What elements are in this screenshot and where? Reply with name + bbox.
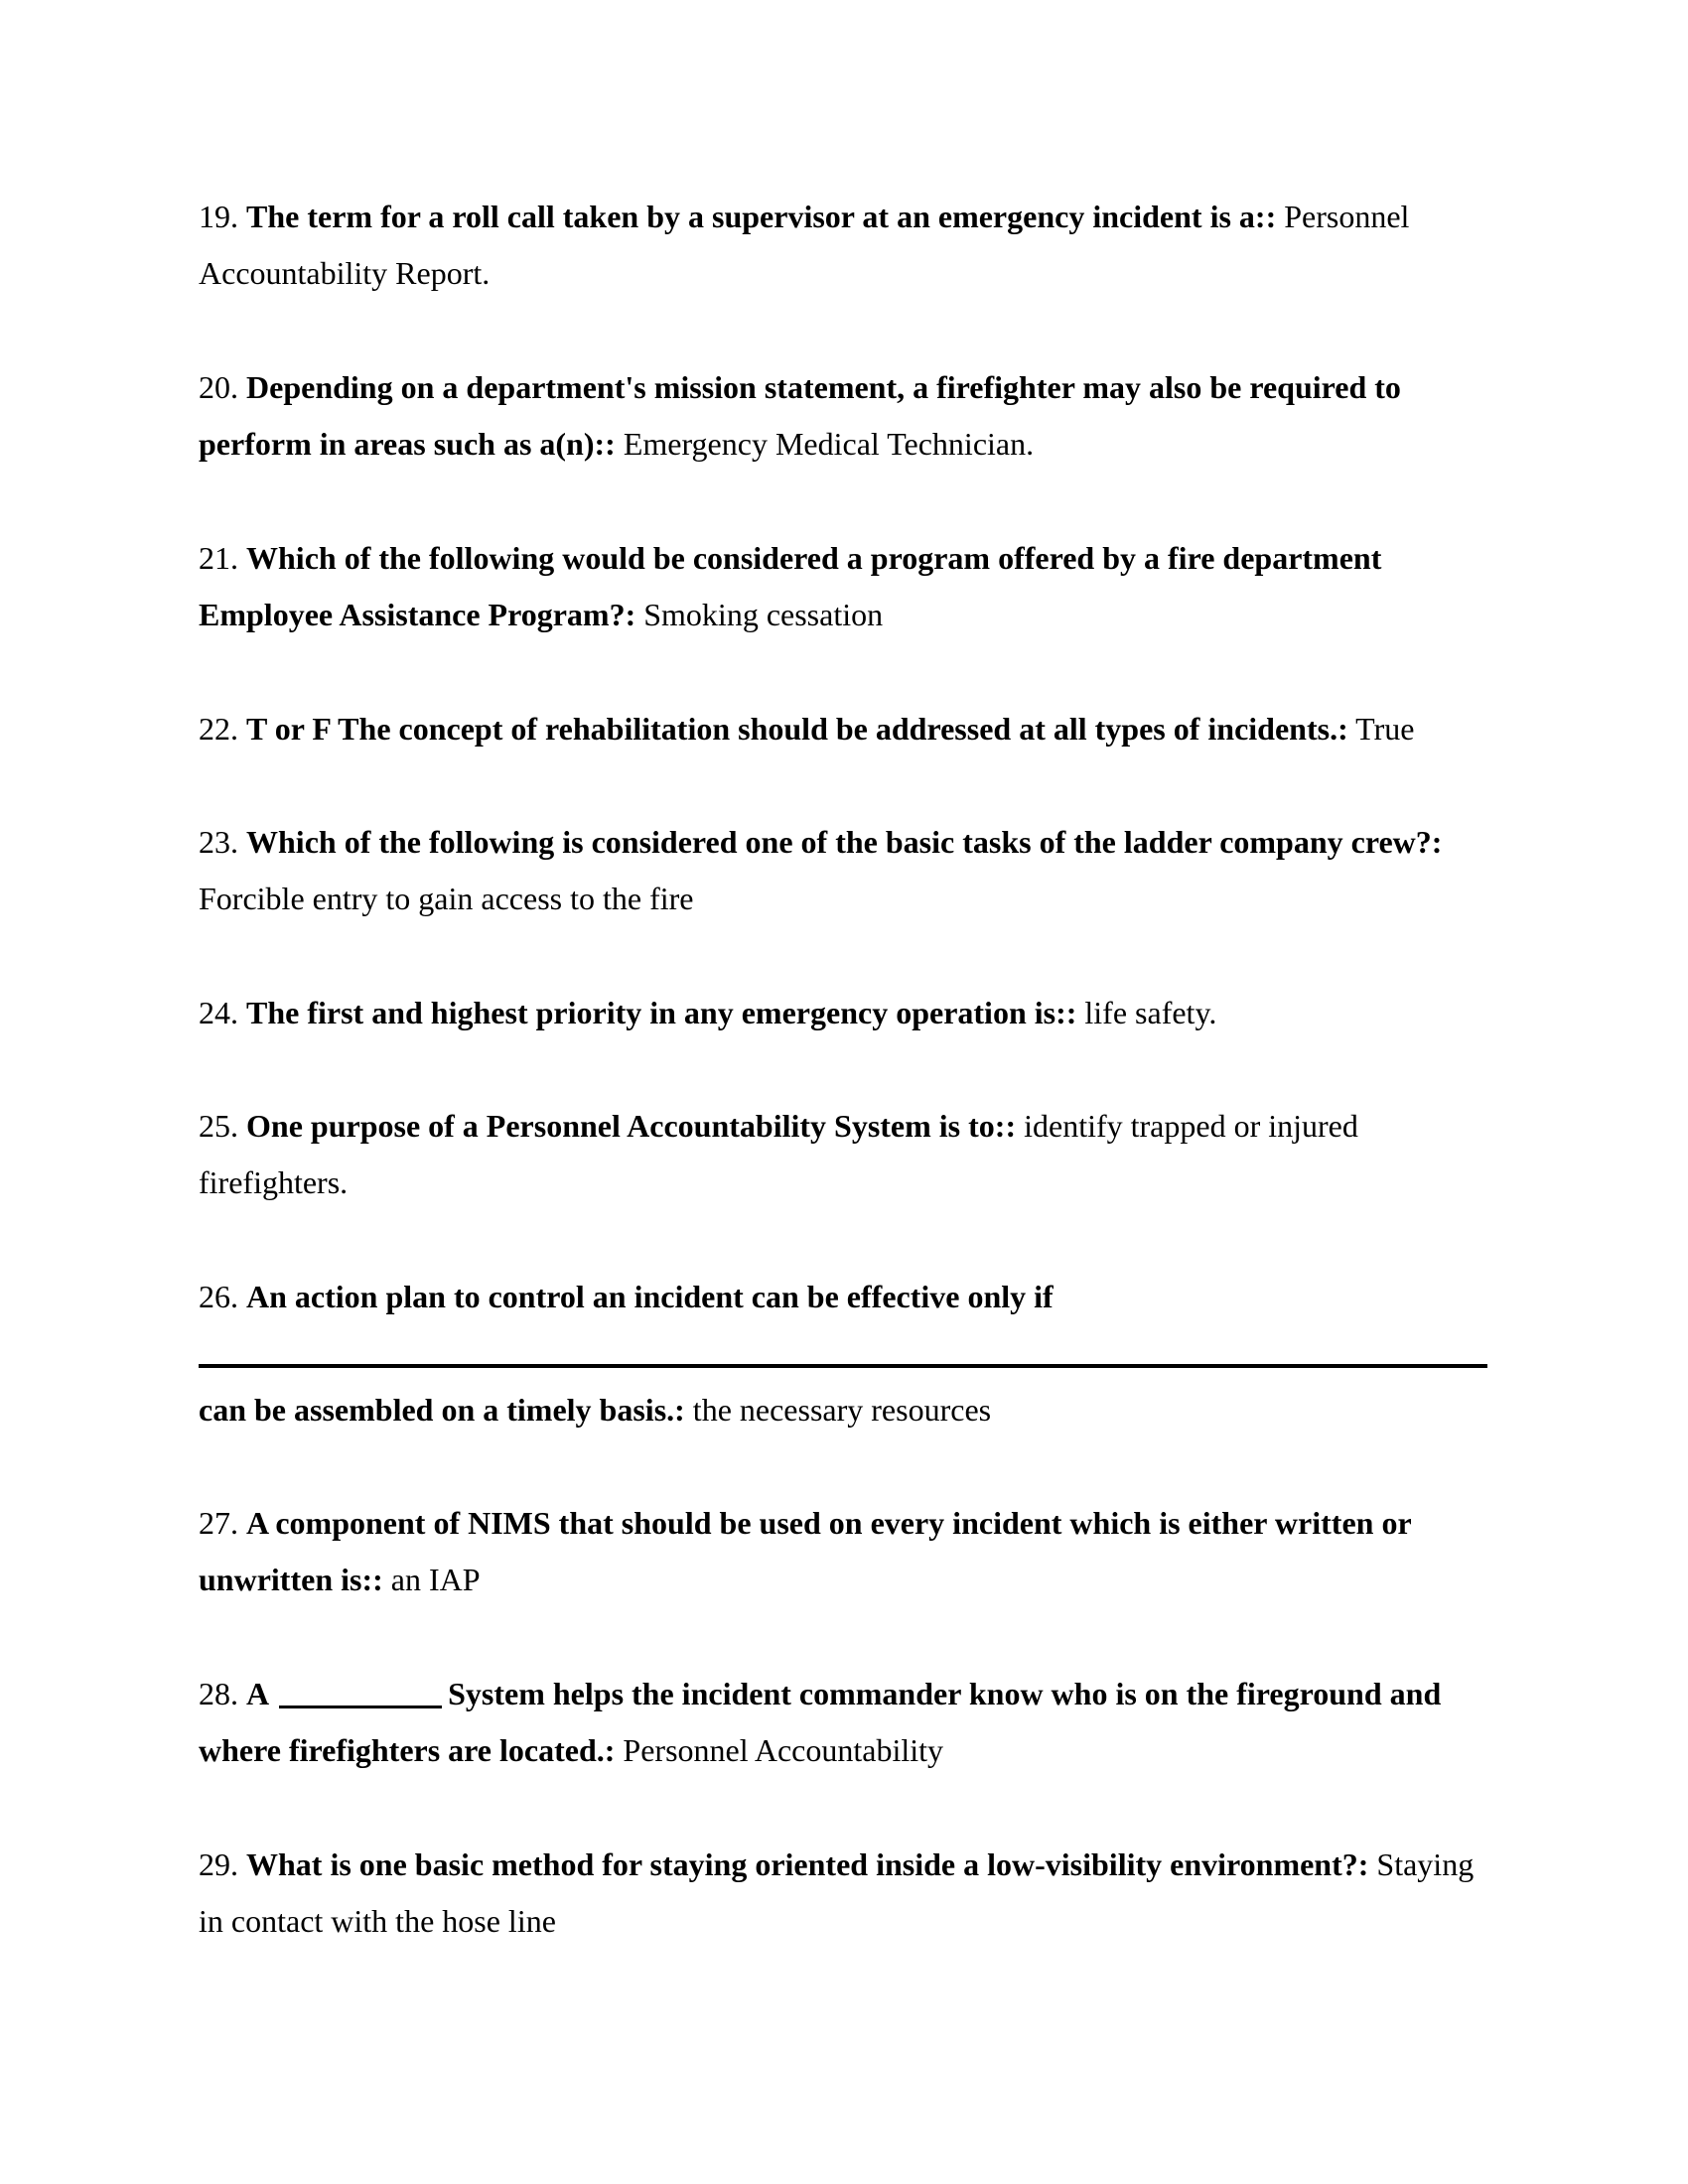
question-number: 29.	[199, 1846, 238, 1882]
question-26-continued	[199, 1382, 1489, 1438]
question-text: Which of the following would be considered a program offered by a fire department Employee Assistance Program?:	[199, 540, 1382, 632]
question-text: Depending on a department's mission statement, a firefighter may also be required to perform in areas such as a(n)::	[199, 369, 1401, 462]
question-text: Which of the following is considered one of the basic tasks of the ladder company crew?:	[246, 824, 1443, 860]
question-text-prefix: A	[246, 1676, 270, 1711]
answer-text: Smoking cessation	[643, 597, 884, 632]
question-27	[199, 1495, 1489, 1608]
answer-text: Personnel Accountability Report.	[199, 199, 1410, 291]
question-24	[199, 985, 1489, 1041]
answer-text: Forcible entry to gain access to the fire	[199, 881, 694, 916]
question-text: One purpose of a Personnel Accountability System is to::	[246, 1108, 1017, 1144]
answer-text: an IAP	[390, 1562, 481, 1597]
question-text: The first and highest priority in any emergency operation is::	[246, 995, 1077, 1030]
question-number: 28.	[199, 1676, 238, 1711]
question-23	[199, 814, 1489, 927]
question-text-part-2: can be assembled on a timely basis.:	[199, 1392, 685, 1428]
question-28	[199, 1666, 1489, 1779]
answer-text: the necessary resources	[692, 1392, 992, 1428]
question-21	[199, 530, 1489, 643]
question-25	[199, 1098, 1489, 1211]
question-22	[199, 701, 1489, 757]
question-number: 23.	[199, 824, 238, 860]
question-text-suffix: System helps the incident commander know who is on the fireground and where firefighters are located.:	[199, 1676, 1442, 1768]
answer-text: Personnel Accountability	[623, 1732, 944, 1768]
answer-text: True	[1355, 711, 1415, 747]
question-number: 21.	[199, 540, 238, 576]
question-text-part-1: An action plan to control an incident can be effective only if	[246, 1279, 1054, 1314]
fill-in-blank	[279, 1706, 442, 1708]
question-29	[199, 1837, 1489, 1950]
question-number: 22.	[199, 711, 238, 747]
question-19	[199, 189, 1489, 302]
answer-blank-line	[199, 1364, 1487, 1368]
answer-text: life safety.	[1084, 995, 1217, 1030]
question-text: T or F The concept of rehabilitation should be addressed at all types of incidents.:	[246, 711, 1348, 747]
question-number: 19.	[199, 199, 238, 234]
question-26	[199, 1269, 1489, 1325]
question-number: 24.	[199, 995, 238, 1030]
question-text: The term for a roll call taken by a supervisor at an emergency incident is a::	[246, 199, 1277, 234]
question-number: 25.	[199, 1108, 238, 1144]
answer-text: Staying in contact with the hose line	[199, 1846, 1475, 1939]
question-number: 26.	[199, 1279, 238, 1314]
question-text: What is one basic method for staying oriented inside a low-visibility environment?:	[246, 1846, 1369, 1882]
question-20	[199, 359, 1489, 473]
question-text: A component of NIMS that should be used on every incident which is either written or unwritten is::	[199, 1505, 1412, 1597]
answer-text: Emergency Medical Technician.	[623, 426, 1035, 462]
answer-text: identify trapped or injured firefighters.	[199, 1108, 1358, 1200]
question-number: 27.	[199, 1505, 238, 1541]
question-number: 20.	[199, 369, 238, 405]
